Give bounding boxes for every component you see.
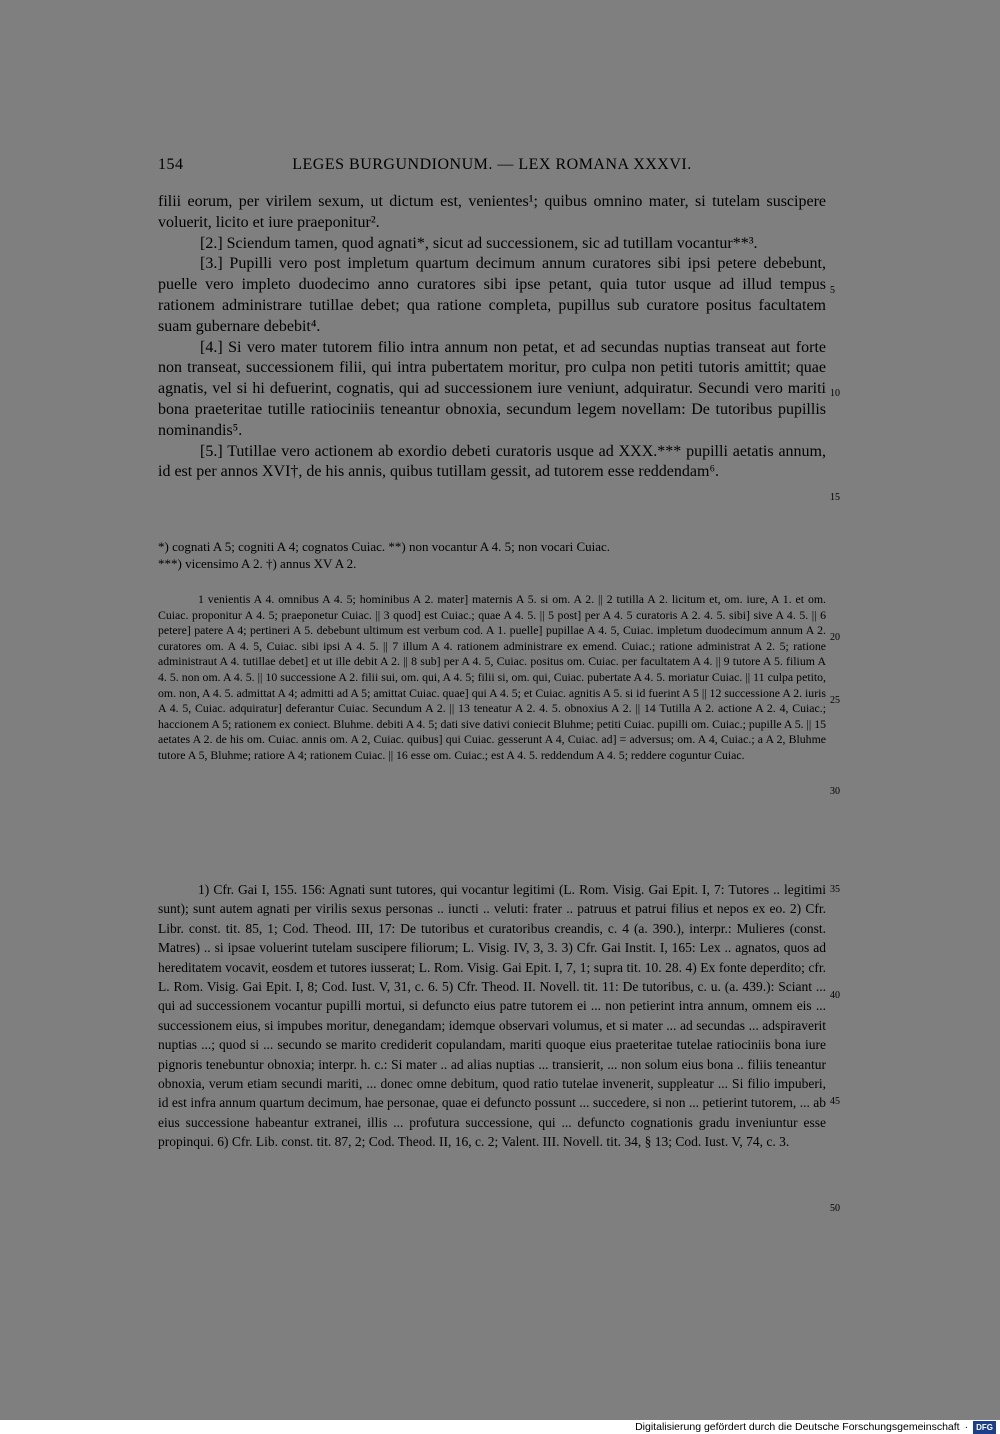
running-title: LEGES BURGUNDIONUM. — LEX ROMANA XXXVI. [292,156,692,173]
main-text [158,192,826,483]
line-number: 20 [830,632,840,643]
main-paragraph: [4.] Si vero mater tutorem filio intra annum non petat, et ad secundas nuptias transeat aut forte non transeat, successionem filii, qui intra pubertatem moritur, pro culpa non petiti tutoris amittit; quae agnatis, vel si hi defuerint, cognatis, qui ad successionem iure veniunt, adquiratur. Secundi vero mariti bona praeteritae tutille ratiociniis teneantur obnoxia, secundum legem novellam: De tutoribus pupillis nominandis⁵. [158,338,826,439]
line-number: 35 [830,884,840,895]
footnote-line: ***) vicensimo A 2. †) annus XV A 2. [158,556,357,571]
line-number: 10 [830,388,840,399]
line-number: 5 [830,285,835,296]
footnote-line: *) cognati A 5; cogniti A 4; cognatos Cuiac. **) non vocantur A 4. 5; non vocari Cuiac. [158,539,611,554]
footer-text: Digitalisierung gefördert durch die Deutsche Forschungsgemeinschaft [635,1421,960,1433]
main-paragraph: filii eorum, per virilem sexum, ut dictum est, venientes¹; quibus omnino mater, si tutelam suscipere voluerit, licito et iure praeponitur². [158,193,826,231]
line-number: 40 [830,990,840,1001]
line-number: 30 [830,786,840,797]
critical-apparatus [158,592,826,764]
variant-footnotes [158,538,826,572]
main-paragraph: [5.] Tutillae vero actionem ab exordio debeti curatoris usque ad XXX.*** pupilli aetatis annum, id est per annos XVI†, de his annis, quibus tutillam gessit, ad tutorem esse reddendam⁶. [158,442,826,481]
page-number: 154 [158,156,184,173]
line-number: 50 [830,1203,840,1214]
source-notes [158,880,826,1152]
apparatus-text: 1 venientis A 4. omnibus A 4. 5; hominibus A 2. mater] maternis A 5. si om. A 2. || 2 tutilla A 2. licitum et, om. iure, A 1. et om. Cuiac. proponitur A 4. 5; praeponetur Cuiac. || 3 quod] est Cuiac.; quae A 4. 5. || 5 post] per A 4. 5 curatoris A 2. 4. 5. sibi] sive A 4. 5. || 6 petere] patere A 4; pertineri A 5. debebunt ultimum est verbum cod. A 1. puelle] pupillae A 4. 5, Cuiac. impletum duodecimum annum A 2. curatores om. A 4. 5, Cuiac. sibi ipsi A 4. 5. || 7 illum A 4. rationem administrare ex emend. Cuiac.; ratione administrat A 2. 5; ratione administraut A 4. tutillae debet] et ut ille debit A 2. || 8 sub] per A 4. 5, Cuiac. positus om. Cuiac. per facultatem A 4. || 9 tutore A 5. filium A 4. 5. non om. A 4. 5. || 10 successione A 2. filii sui, om. qui, A 4. 5; filii si, om. qui, Cuiac. pubertate A 4. 5. moriatur Cuiac. || 11 culpa petito, om. non, A 4. 5. admittat A 4; admitti ad A 5; amittat Cuiac. quae] qui A 4. 5; et Cuiac. agnitis A 5. si id fuerint A 5 || 12 successione A 2. iuris A 4. 5, Cuiac. adquiratur] deferantur Cuiac. Secundum A 2. || 13 teneatur A 2. 4. 5. obnoxius A 2. || 14 Tutilla A 2. actione A 2. 4, Cuiac.; haccionem A 5; rationem ex coniect. Bluhme. debiti A 4. 5; dati sive dativi coniecit Bluhme; petiti Cuiac. pupilli om. Cuiac.; pupille A 5. || 15 aetates A 2. de his om. Cuiac. annis om. A 2, Cuiac. quibus] qui Cuiac. gesserunt A 4, Cuiac. ad] = adversus; om. A 4, Cuiac.; a A 2, Bluhme tutore A 5, Bluhme; ratiore A 4; rationem Cuiac. || 16 esse om. Cuiac.; est A 4. 5. reddendum A 4. 5; reddere coguntur Cuiac. [158,592,826,762]
dfg-logo: DFG [973,1421,996,1434]
digitization-footer: Digitalisierung gefördert durch die Deutsche Forschungsgemeinschaft · DFG [600,1420,1000,1434]
main-paragraph: [2.] Sciendum tamen, quod agnati*, sicut ad successionem, sic ad tutillam vocantur**³. [200,234,758,252]
line-number: 25 [830,695,840,706]
line-number: 15 [830,492,840,503]
notes-text: 1) Cfr. Gai I, 155. 156: Agnati sunt tutores, qui vocantur legitimi (L. Rom. Visig. Gai Epit. I, 7: Tutores .. legitimi sunt); sunt autem agnati per virilis sexus personas .. iuncti .. veluti: frater .. patruus et patrui filius et nepos ex eo. 2) Cfr. Libr. const. tit. 85, 1; Cod. Theod. III, 17: De tutoribus et curatoribus creandis, c. 4 (a. 390.), interpr.: Mulieres (const. Matres) .. si ipsae voluerint tutelam suscipere filiorum; L. Visig. IV, 3, 3. 3) Cfr. Gai Instit. I, 165: Lex .. agnatos, quos ad hereditatem vocavit, eosdem et tutores iusserat; L. Rom. Visig. Gai Epit. I, 7, 1; supra tit. 10. 28. 4) Ex fonte deperdito; cfr. L. Rom. Visig. Gai Epit. I, 8; Cod. Iust. V, 31, c. 6. 5) Cfr. Theod. II. Novell. tit. 11: De tutoribus, c. u. (a. 439.): Sciant ... qui ad successionem vocantur pupilli mortui, si defuncto eius patre tutorem ei ... non petierint intra annum, omnem eis ... successionem eius, si impubes moritur, denegandam; idemque observari volumus, et si mater ... ad secundas ... adspiraverit nuptias ...; quod si ... secundo se marito crediderit copulandam, mariti quoque eius praeteritae tutelae ratiociniis bona iure pignoris tenebuntur obnoxia; interpr. h. c.: Si mater .. ad alias nuptias ... transierit, ... non solum eius bona .. filiis teneantur obnoxia, verum etiam secundi mariti, ... donec omne debitum, quod ratio tutelae invenerit, suppleatur ... Si filio impuberi, id est infra annum quartum decimum, hae personae, quae ei defuncto possunt ... succedere, si non ... petierint tutorem, ... ab eius successione habeantur extranei, illis ... profutura successione, qui ... defuncto cognationis gradu inveniuntur esse propinqui. 6) Cfr. Lib. const. tit. 87, 2; Cod. Theod. II, 16, c. 2; Valent. III. Novell. tit. 34, § 13; Cod. Iust. V, 74, c. 3. [158,882,826,1150]
main-paragraph: [3.] Pupilli vero post impletum quartum decimum annum curatores sibi ipsi petere debebunt, puelle vero impleto duodecimo anno curatores sibi ipse petant, quia tutor usque ad illud tempus rationem administrare tutillae debet; qua ratione completa, pupillus sub curatore positus facultatem suam gubernare debebit⁴. [158,255,826,335]
line-number: 45 [830,1096,840,1107]
